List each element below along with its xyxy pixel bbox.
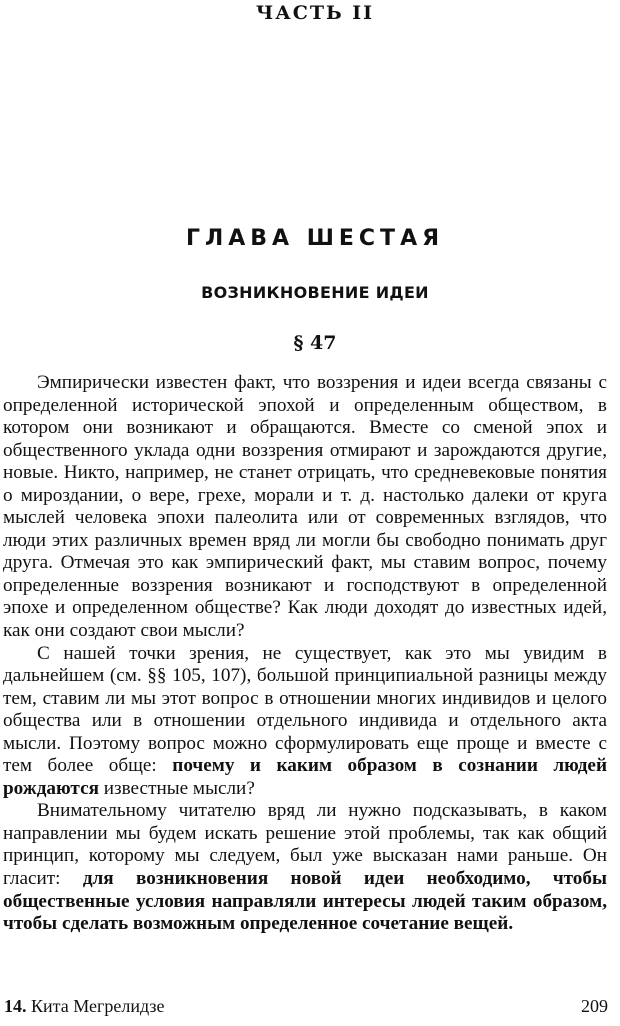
paragraph-3-text-before: Внимательному читателю вряд ли нужно подсказывать, в каком направлении мы будем искать решение этой проблемы, так как общий принцип, которому мы следуем, был уже высказан нами раньше. Он гласит: <box>3 800 607 890</box>
signature-name: Кита Мегрелидзе <box>31 996 165 1016</box>
body-text <box>3 372 607 936</box>
paragraph-2 <box>3 643 607 801</box>
page-number: 209 <box>581 996 608 1016</box>
section-mark: § 47 <box>293 332 337 354</box>
paragraph-1: Эмпирически известен факт, что воззрения и идеи всегда связаны с определенной исторической эпохой и определенным обществом, в котором они возникают и обращаются. Вместе со сменой эпох и общественного уклада одни воззрения отмирают и зарождаются другие, новые. Никто, например, не станет отрицать, что средневековые понятия о мироздании, о вере, грехе, морали и т. д. настолько далеки от круга мыслей человека эпохи палеолита или от современных взглядов, что люди этих различных времен вряд ли могли бы свободно понимать друг друга. Отмечая это как эмпирический факт, мы ставим вопрос, почему определенные воззрения возникают и господствуют в определенной эпохе и определенном обществе? Как люди доходят до известных идей, как они создают свои мысли? <box>3 372 607 642</box>
chapter-subtitle: ВОЗНИКНОВЕНИЕ ИДЕИ <box>201 283 429 302</box>
paragraph-3-emphasis: для возникновения новой идеи необходимо, чтобы общественные условия направляли интересы людей таким образом, чтобы сделать возможным определенное сочетание вещей. <box>3 868 607 935</box>
signature-number: 14. <box>4 996 27 1016</box>
paragraph-2-text-before: С нашей точки зрения, не существует, как это мы увидим в дальнейшем (см. §§ 105, 107), большой принципиальной разницы между тем, ставим ли мы этот вопрос в отношении многих индивидов и целого общества или в отношении отдельного индивида и отдельного акта мысли. Поэтому вопрос можно сформулировать еще проще и вместе с тем более обще: <box>3 642 607 777</box>
paragraph-3 <box>3 800 607 935</box>
paragraph-2-emphasis: почему и каким образом в сознании людей рождаются <box>3 755 608 799</box>
paragraph-2-text-after: известные мысли? <box>98 777 255 799</box>
footer-signature <box>4 996 164 1017</box>
chapter-title: ГЛАВА ШЕСТАЯ <box>185 226 445 251</box>
part-title: ЧАСТЬ II <box>255 2 375 24</box>
page-footer <box>4 996 608 1017</box>
